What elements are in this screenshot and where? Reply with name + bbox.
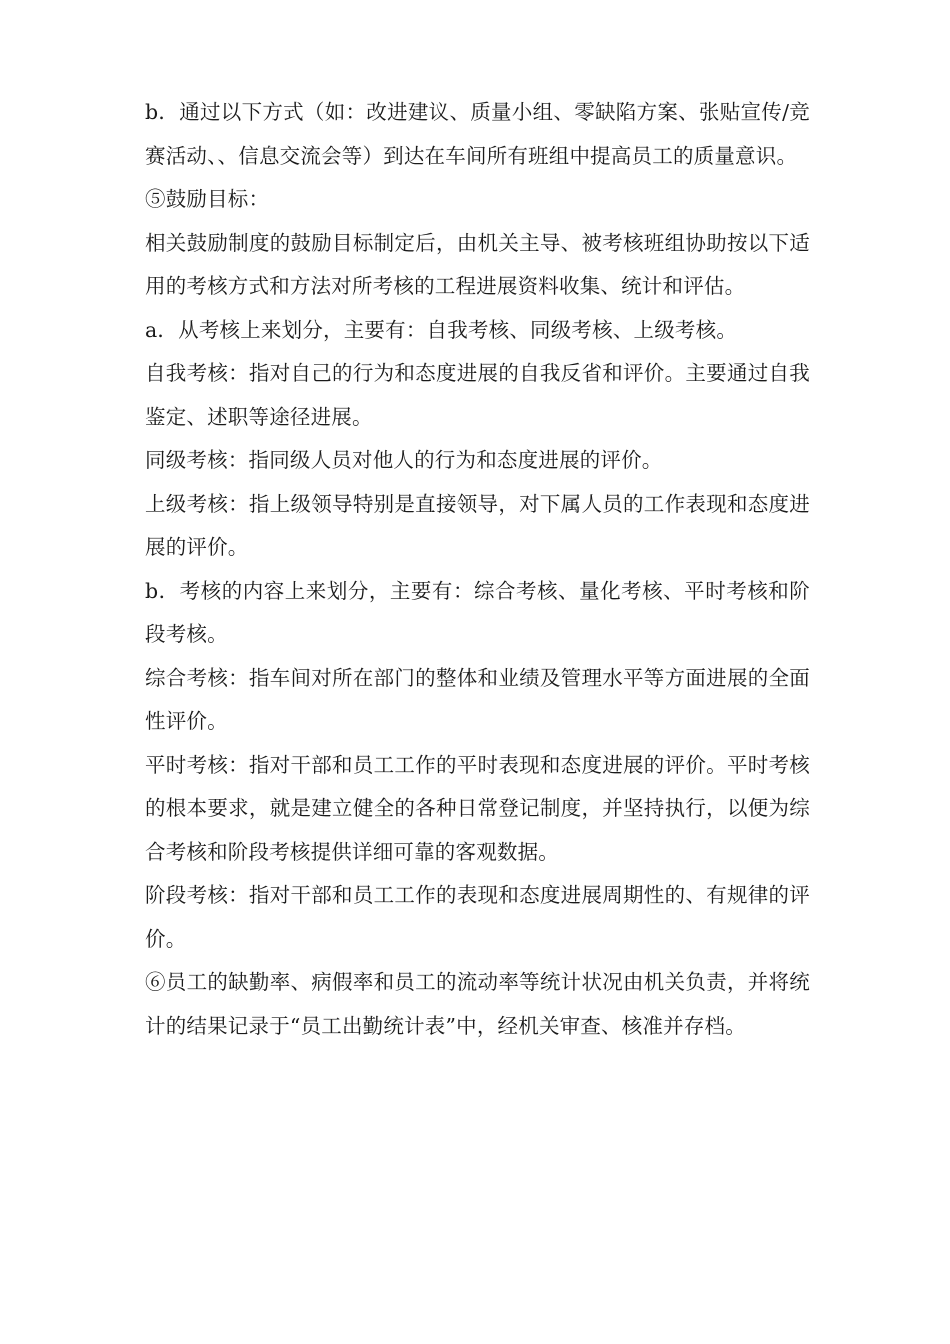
paragraph-comprehensive-assessment: 综合考核：指车间对所在部门的整体和业绩及管理水平等方面进展的全面性评价。 xyxy=(145,665,810,733)
paragraph-assessment-by-level: a．从考核上来划分，主要有：自我考核、同级考核、上级考核。 xyxy=(145,317,738,342)
paragraph-quality-awareness: b．通过以下方式（如：改进建议、质量小组、零缺陷方案、张贴宣传/竞赛活动、、信息交流会等）到达在车间所有班组中提高员工的质量意识。 xyxy=(145,100,810,168)
paragraph-routine-assessment: 平时考核：指对干部和员工工作的平时表现和态度进展的评价。平时考核的根本要求，就是建立健全的各种日常登记制度，并坚持执行，以便为综合考核和阶段考核提供详细可靠的客观数据。 xyxy=(145,752,810,864)
paragraph-assessment-by-content: b．考核的内容上来划分，主要有：综合考核、量化考核、平时考核和阶段考核。 xyxy=(145,578,810,646)
paragraph-peer-assessment: 同级考核：指同级人员对他人的行为和态度进展的评价。 xyxy=(145,448,663,472)
paragraph-superior-assessment: 上级考核：指上级领导特别是直接领导，对下属人员的工作表现和态度进展的评价。 xyxy=(145,491,810,559)
paragraph-attendance-statistics: ⑥员工的缺勤率、病假率和员工的流动率等统计状况由机关负责，并将统计的结果记录于“员工出勤统计表”中，经机关审查、核准并存档。 xyxy=(145,970,810,1038)
paragraph-self-assessment: 自我考核：指对自己的行为和态度进展的自我反省和评价。主要通过自我鉴定、述职等途径进展。 xyxy=(145,361,810,429)
paragraph-periodic-assessment: 阶段考核：指对干部和员工工作的表现和态度进展周期性的、有规律的评价。 xyxy=(145,883,810,951)
document-body xyxy=(145,91,810,1048)
paragraph-goal-assessment: 相关鼓励制度的鼓励目标制定后，由机关主导、被考核班组协助按以下适用的考核方式和方法对所考核的工程进展资料收集、统计和评估。 xyxy=(145,230,810,298)
heading-incentive-goals: ⑤鼓励目标： xyxy=(145,187,270,211)
